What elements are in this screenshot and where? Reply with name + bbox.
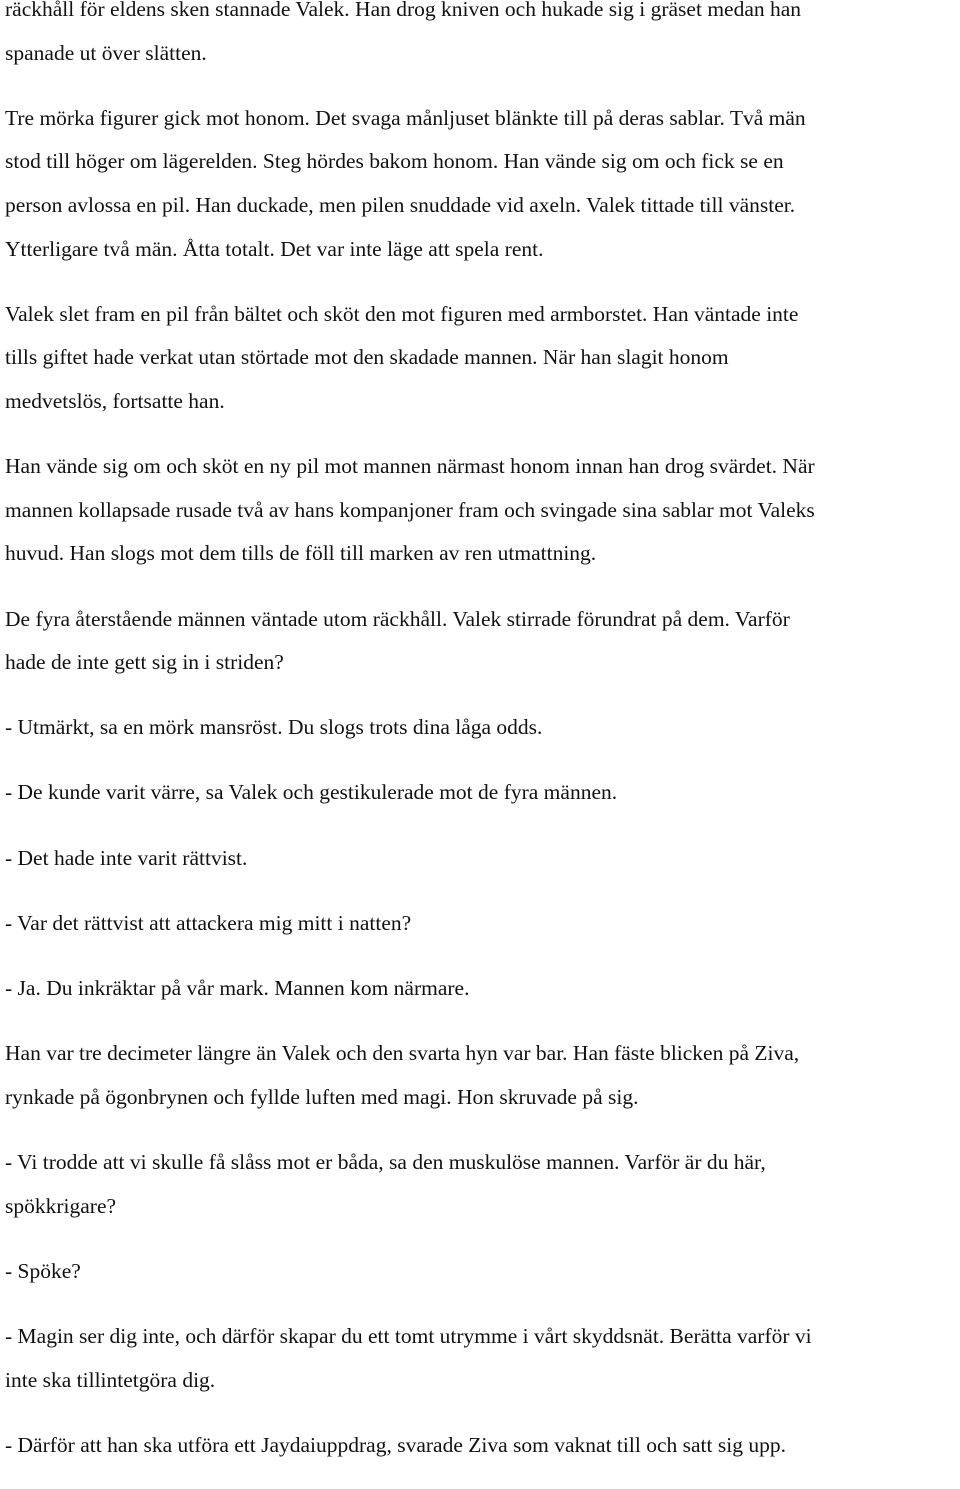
text-line: inte ska tillintetgöra dig. [5,1367,216,1392]
text-line: - Det hade inte varit rättvist. [5,845,248,870]
paragraph-12 [5,1141,960,1228]
text-line: - Utmärkt, sa en mörk mansröst. Du slogs trots dina låga odds. [5,715,543,740]
paragraph-4 [5,445,960,576]
paragraph-3 [5,293,960,424]
text-line: spanade ut över slätten. [5,40,207,65]
text-line: - Ja. Du inkräktar på vår mark. Mannen kom närmare. [5,976,470,1001]
paragraph-10 [5,967,960,1011]
paragraph-7 [5,771,960,815]
paragraph-2 [5,97,960,271]
paragraph-8 [5,837,960,881]
paragraph-9 [5,902,960,946]
text-line: - De kunde varit värre, sa Valek och gestikulerade mot de fyra männen. [5,780,618,805]
text-line: Han vände sig om och sköt en ny pil mot mannen närmast honom innan han drog svärdet. När [5,454,815,479]
text-line: - Vi trodde att vi skulle få slåss mot er båda, sa den muskulöse mannen. Varför är du här, [5,1150,766,1174]
text-line: stod till höger om lägerelden. Steg hördes bakom honom. Han vände sig om och fick se en [5,149,784,174]
text-line: - Magin ser dig inte, och därför skapar du ett tomt utrymme i vårt skyddsnät. Berätta varför vi [5,1323,812,1348]
text-line: Ytterligare två män. Åtta totalt. Det var inte läge att spela rent. [5,236,544,261]
paragraph-15 [5,1424,960,1468]
paragraph-1 [5,0,960,75]
text-line: - Spöke? [5,1258,81,1283]
text-line: - Därför att han ska utföra ett Jaydaiuppdrag, svarade Ziva som vaknat till och satt sig upp. [5,1432,786,1457]
text-line: - Var det rättvist att attackera mig mitt i natten? [5,910,412,935]
paragraph-13 [5,1250,960,1294]
text-line: Valek slet fram en pil från bältet och sköt den mot figuren med armborstet. Han väntade inte [5,301,799,326]
text-line: Tre mörka figurer gick mot honom. Det svaga månljuset blänkte till på deras sablar. Två män [5,105,806,130]
text-line: person avlossa en pil. Han duckade, men pilen snuddade vid axeln. Valek tittade till vänster. [5,192,796,217]
text-line: tills giftet hade verkat utan störtade mot den skadade mannen. När han slagit honom [5,345,729,370]
paragraph-11 [5,1032,960,1119]
text-line: räckhåll för eldens sken stannade Valek. Han drog kniven och hukade sig i gräset medan han [5,0,802,21]
text-line: De fyra återstående männen väntade utom räckhåll. Valek stirrade förundrat på dem. Varför [5,606,790,631]
text-line: spökkrigare? [5,1193,117,1218]
paragraph-6 [5,706,960,750]
text-line: medvetslös, fortsatte han. [5,388,225,413]
text-line: hade de inte gett sig in i striden? [5,650,284,675]
paragraph-14 [5,1315,960,1402]
paragraph-5 [5,598,960,685]
text-line: Han var tre decimeter längre än Valek och den svarta hyn var bar. Han fäste blicken på Ziva, [5,1041,800,1066]
text-line: mannen kollapsade rusade två av hans kompanjoner fram och svingade sina sablar mot Valeks [5,497,815,522]
text-line: huvud. Han slogs mot dem tills de föll till marken av ren utmattning. [5,541,597,566]
document-page [5,0,960,1489]
text-line: rynkade på ögonbrynen och fyllde luften med magi. Hon skruvade på sig. [5,1084,639,1109]
